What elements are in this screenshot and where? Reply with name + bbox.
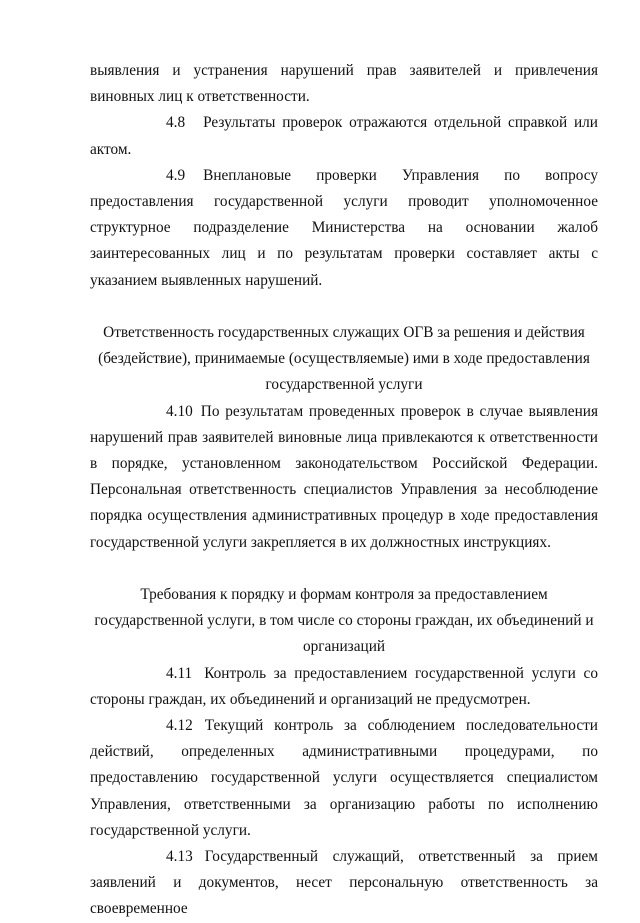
paragraph-text: Государственный служащий, ответственный за прием заявлений и документов, несет персональную ответственность за своевременное	[90, 848, 598, 918]
paragraph-4-10	[90, 399, 598, 556]
paragraph-4-8	[90, 110, 598, 162]
section-heading-responsibility: Ответственность государственных служащих ОГВ за решения и действия (бездействие), принимаемые (осуществляемые) ими в ходе предоставления государственной услуги	[98, 324, 590, 394]
paragraph-number: 4.11	[166, 664, 193, 682]
paragraph-text: Контроль за предоставлением государственной услуги со стороны граждан, их объединений и организаций не предусмотрен.	[90, 664, 598, 708]
section-heading-control-requirements: Требования к порядку и формам контроля за предоставлением государственной услуги, в том числе со стороны граждан, их объединений и организаций	[94, 586, 594, 656]
section-spacer	[90, 294, 598, 320]
paragraph-number: 4.9	[166, 166, 186, 184]
document-page	[90, 58, 598, 923]
paragraph-4-11	[90, 661, 598, 713]
paragraph-4-12	[90, 713, 598, 844]
paragraph-text: Текущий контроль за соблюдением последовательности действий, определенных административными процедурами, по предоставлению государственной услуги осуществляется специалистом Управления, ответственными за организацию работы по исполнению государственной услуги.	[90, 717, 598, 839]
paragraph-number: 4.12	[166, 717, 193, 735]
paragraph-continuation: выявления и устранения нарушений прав заявителей и привлечения виновных лиц к ответственности.	[90, 62, 598, 106]
paragraph-4-9	[90, 163, 598, 294]
paragraph-number: 4.13	[166, 848, 193, 866]
section-spacer	[90, 556, 598, 582]
paragraph-text: Результаты проверок отражаются отдельной справкой или актом.	[90, 114, 598, 158]
paragraph-number: 4.8	[166, 114, 186, 132]
paragraph-text: По результатам проведенных проверок в случае выявления нарушений прав заявителей виновные лица привлекаются к ответственности в порядке, установленном законодательством Российской Федерации. Персональная ответственность специалистов Управления за несоблюдение порядка осуществления административных процедур в ходе предоставления государственной услуги закрепляется в их должностных инструкциях.	[90, 402, 598, 551]
paragraph-text: Внеплановые проверки Управления по вопросу предоставления государственной услуги проводит уполномоченное структурное подразделение Министерства на основании жалоб заинтересованных лиц и по результатам проверки составляет акты с указанием выявленных нарушений.	[90, 166, 598, 289]
paragraph-number: 4.10	[166, 402, 193, 420]
paragraph-4-13	[90, 844, 598, 923]
